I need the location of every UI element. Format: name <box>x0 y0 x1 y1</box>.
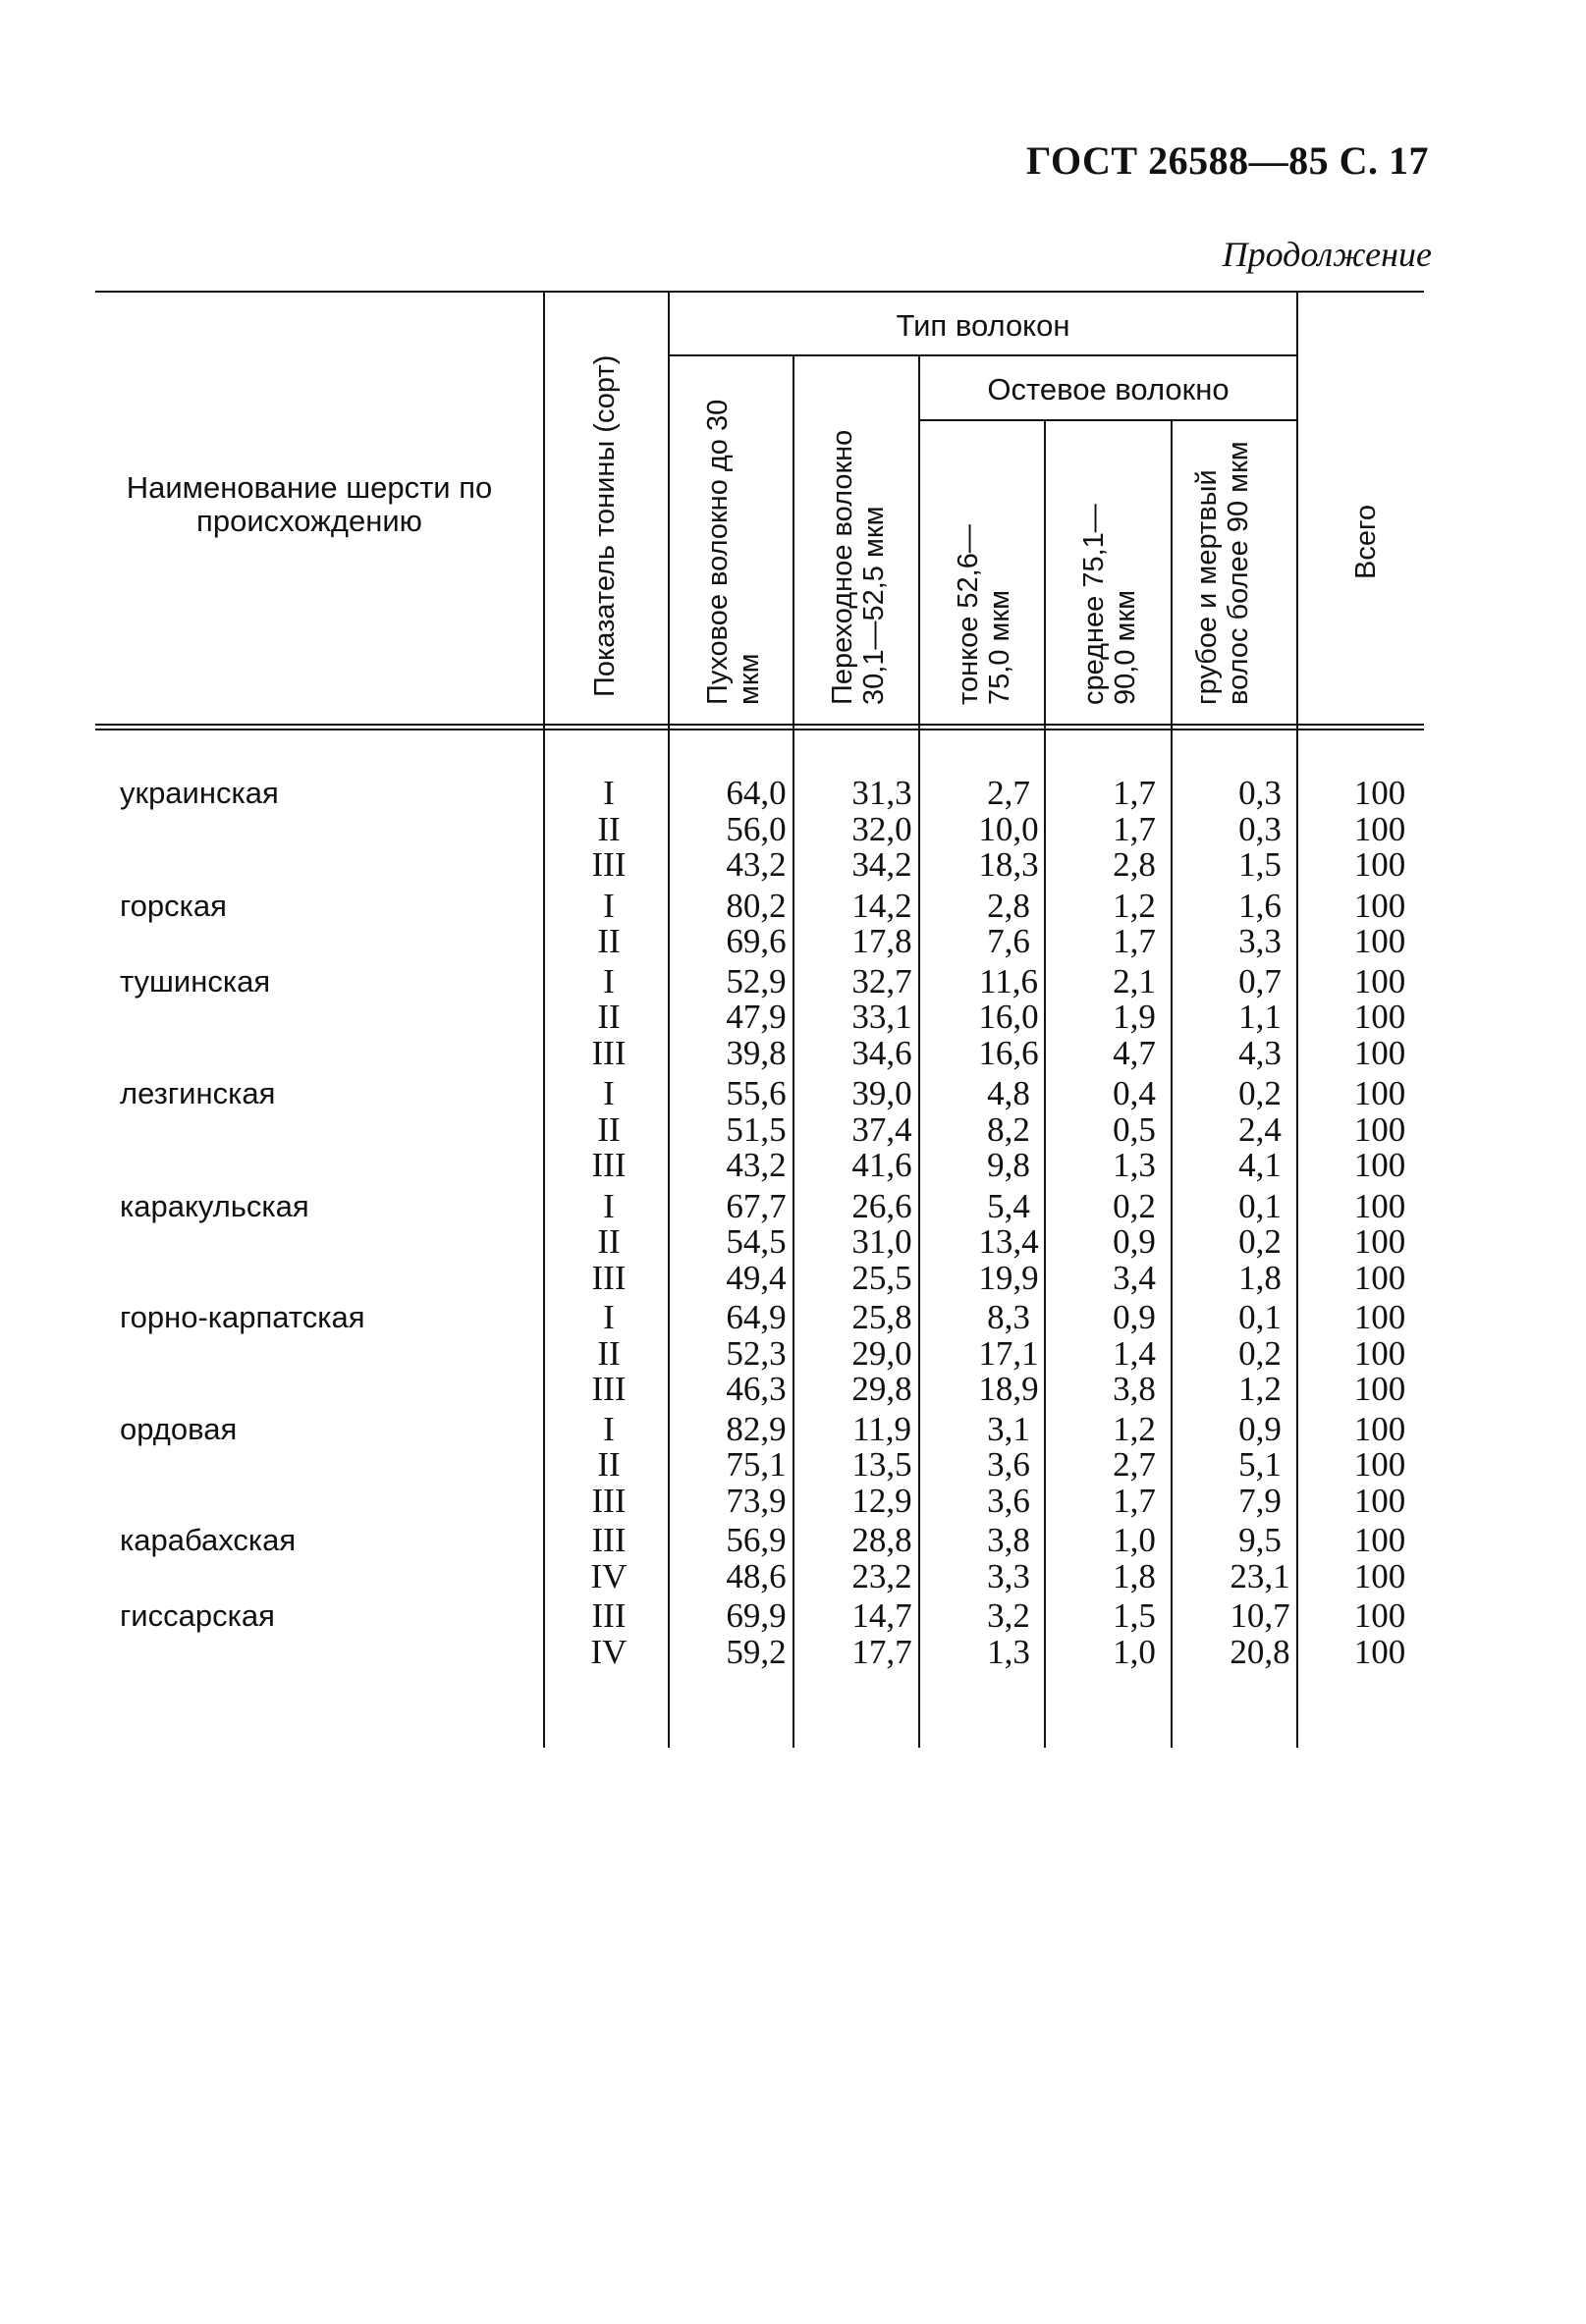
cell-trans: 33,1 <box>851 998 912 1036</box>
cell-trans: 26,6 <box>851 1186 912 1225</box>
cell-medium: 1,7 <box>1113 774 1156 812</box>
cell-down: 47,9 <box>726 998 787 1036</box>
cell-total: 100 <box>1353 1556 1406 1595</box>
cell-fine: 13,4 <box>978 1222 1039 1261</box>
column-header-down: Пуховое волокно до 30 мкм <box>702 399 765 705</box>
cell-coarse: 7,9 <box>1238 1481 1282 1520</box>
page-reference: ГОСТ 26588—85 С. 17 <box>1025 138 1429 183</box>
cell-coarse: 0,2 <box>1238 1074 1282 1112</box>
cell-down: 55,6 <box>726 1074 787 1112</box>
cell-trans: 23,2 <box>851 1556 912 1595</box>
cell-fine: 3,8 <box>987 1521 1030 1559</box>
cell-total: 100 <box>1353 1521 1406 1559</box>
cell-medium: 1,8 <box>1113 1556 1156 1595</box>
cell-down: 73,9 <box>726 1481 787 1520</box>
cell-fine: 10,0 <box>978 809 1039 848</box>
table-row <box>93 776 1419 812</box>
cell-trans: 29,8 <box>851 1370 912 1408</box>
cell-medium: 2,8 <box>1113 845 1156 884</box>
table-row <box>93 1447 1419 1484</box>
wool-name: гиссарская <box>120 1598 275 1633</box>
wool-name: тушинская <box>120 963 271 999</box>
cell-medium: 1,7 <box>1113 922 1156 960</box>
cell-fine: 4,8 <box>987 1074 1030 1112</box>
cell-total: 100 <box>1353 886 1406 925</box>
column-header-grade: Показатель тонины (сорт) <box>589 354 621 697</box>
table-row <box>93 1186 1419 1225</box>
cell-trans: 29,0 <box>851 1333 912 1373</box>
wool-name: каракульская <box>120 1188 309 1223</box>
cell-grade: III <box>591 1033 627 1072</box>
cell-trans: 31,3 <box>851 774 912 812</box>
cell-fine: 16,0 <box>978 998 1039 1036</box>
cell-down: 80,2 <box>726 886 787 925</box>
table-row <box>93 1109 1419 1149</box>
cell-medium: 3,4 <box>1113 1258 1156 1297</box>
cell-coarse: 9,5 <box>1238 1521 1282 1559</box>
wool-name: украинская <box>120 776 279 810</box>
cell-grade: IV <box>590 1556 628 1595</box>
cell-coarse: 0,3 <box>1238 809 1282 848</box>
cell-medium: 1,7 <box>1113 809 1156 848</box>
cell-trans: 25,8 <box>851 1298 912 1336</box>
table-body <box>93 776 1419 1670</box>
header-bottom-rule <box>95 724 1424 726</box>
cell-total: 100 <box>1353 998 1406 1036</box>
table-row <box>93 847 1419 884</box>
cell-fine: 3,1 <box>987 1409 1030 1448</box>
cell-down: 43,2 <box>726 845 787 884</box>
wool-group <box>93 886 1419 960</box>
awn-rule <box>918 419 1296 421</box>
cell-medium: 1,5 <box>1113 1596 1156 1635</box>
cell-fine: 18,9 <box>978 1370 1039 1408</box>
wool-group <box>93 1076 1419 1184</box>
cell-coarse: 1,8 <box>1238 1258 1282 1297</box>
cell-fine: 9,8 <box>987 1146 1030 1184</box>
cell-fine: 3,6 <box>987 1481 1030 1520</box>
cell-grade: I <box>603 774 615 812</box>
cell-grade: I <box>603 886 615 925</box>
cell-trans: 41,6 <box>851 1146 912 1184</box>
column-header-medium: среднее 75,1—90,0 мкм <box>1078 504 1141 705</box>
wool-group <box>93 1409 1419 1520</box>
column-header-transitional: Переходное волокно 30,1—52,5 мкм <box>827 429 890 705</box>
cell-coarse: 1,2 <box>1238 1370 1282 1408</box>
cell-coarse: 1,5 <box>1238 845 1282 884</box>
cell-total: 100 <box>1353 1445 1406 1484</box>
cell-trans: 34,2 <box>851 845 912 884</box>
cell-grade: III <box>591 1146 627 1184</box>
wool-name: горно-карпатская <box>120 1300 365 1334</box>
cell-grade: I <box>603 1298 615 1336</box>
cell-fine: 3,2 <box>987 1596 1030 1635</box>
cell-medium: 0,5 <box>1113 1109 1156 1149</box>
table-row <box>93 1033 1419 1072</box>
cell-coarse: 5,1 <box>1238 1445 1282 1484</box>
cell-coarse: 2,4 <box>1238 1109 1282 1149</box>
table-top-rule <box>95 291 1424 293</box>
cell-grade: III <box>591 1370 627 1408</box>
table-row <box>93 1409 1419 1448</box>
cell-down: 51,5 <box>726 1109 787 1149</box>
cell-medium: 1,2 <box>1113 886 1156 925</box>
cell-total: 100 <box>1353 1109 1406 1149</box>
cell-fine: 19,9 <box>978 1258 1039 1297</box>
column-header-awn: Остевое волокно <box>987 372 1230 406</box>
cell-fine: 2,7 <box>987 774 1030 812</box>
cell-medium: 0,9 <box>1113 1222 1156 1261</box>
cell-trans: 17,8 <box>851 922 912 960</box>
cell-coarse: 3,3 <box>1238 922 1282 960</box>
cell-medium: 4,7 <box>1113 1033 1156 1072</box>
cell-down: 75,1 <box>726 1445 787 1484</box>
table-row <box>93 1076 1419 1112</box>
table-row <box>93 1556 1419 1595</box>
wool-group <box>93 1300 1419 1408</box>
cell-total: 100 <box>1353 1074 1406 1112</box>
cell-total: 100 <box>1353 1222 1406 1261</box>
column-header-fine: тонкое 52,6—75,0 мкм <box>953 524 1015 705</box>
table-row <box>93 1632 1419 1671</box>
cell-coarse: 10,7 <box>1230 1596 1290 1635</box>
cell-fine: 8,2 <box>987 1109 1030 1149</box>
wool-name: карабахская <box>120 1523 297 1557</box>
table-row <box>93 924 1419 960</box>
table-row <box>93 1000 1419 1036</box>
cell-total: 100 <box>1353 774 1406 812</box>
cell-down: 59,2 <box>726 1632 787 1671</box>
cell-coarse: 23,1 <box>1230 1556 1290 1595</box>
cell-coarse: 0,1 <box>1238 1298 1282 1336</box>
cell-grade: II <box>597 922 621 960</box>
cell-grade: II <box>597 1109 621 1149</box>
table-row <box>93 1258 1419 1297</box>
cell-medium: 1,3 <box>1113 1146 1156 1184</box>
cell-coarse: 4,3 <box>1238 1033 1282 1072</box>
cell-fine: 8,3 <box>987 1298 1030 1336</box>
cell-coarse: 0,1 <box>1238 1186 1282 1225</box>
cell-coarse: 0,9 <box>1238 1409 1282 1448</box>
cell-down: 39,8 <box>726 1033 787 1072</box>
cell-total: 100 <box>1353 845 1406 884</box>
cell-total: 100 <box>1353 961 1406 1000</box>
table-row <box>93 1481 1419 1520</box>
cell-fine: 17,1 <box>978 1333 1039 1373</box>
column-header-name: Наименование шерсти по происхождению <box>126 470 493 538</box>
cell-grade: III <box>591 845 627 884</box>
cell-down: 69,9 <box>726 1596 787 1635</box>
wool-group <box>93 776 1419 884</box>
cell-fine: 2,8 <box>987 886 1030 925</box>
wool-group <box>93 961 1419 1072</box>
cell-grade: II <box>597 1333 621 1373</box>
cell-fine: 3,3 <box>987 1556 1030 1595</box>
cell-grade: III <box>591 1521 627 1559</box>
cell-grade: I <box>603 961 615 1000</box>
cell-coarse: 0,7 <box>1238 961 1282 1000</box>
table-row <box>93 809 1419 848</box>
wool-group <box>93 1598 1419 1670</box>
cell-medium: 1,4 <box>1113 1333 1156 1373</box>
cell-medium: 0,4 <box>1113 1074 1156 1112</box>
cell-total: 100 <box>1353 922 1406 960</box>
column-header-total: Всего <box>1350 504 1382 579</box>
cell-trans: 28,8 <box>851 1521 912 1559</box>
cell-trans: 25,5 <box>851 1258 912 1297</box>
cell-down: 54,5 <box>726 1222 787 1261</box>
table-row <box>93 1598 1419 1635</box>
cell-grade: I <box>603 1186 615 1225</box>
cell-medium: 1,0 <box>1113 1632 1156 1671</box>
cell-trans: 14,7 <box>851 1596 912 1635</box>
table-row <box>93 1300 1419 1336</box>
cell-medium: 0,2 <box>1113 1186 1156 1225</box>
cell-trans: 17,7 <box>851 1632 912 1671</box>
cell-trans: 11,9 <box>852 1409 911 1448</box>
cell-medium: 1,7 <box>1113 1481 1156 1520</box>
table-row <box>93 886 1419 925</box>
fiber-type-rule <box>668 354 1296 356</box>
cell-down: 56,0 <box>726 809 787 848</box>
wool-name: горская <box>120 888 227 923</box>
cell-down: 49,4 <box>726 1258 787 1297</box>
cell-grade: II <box>597 809 621 848</box>
cell-medium: 1,9 <box>1113 998 1156 1036</box>
cell-grade: I <box>603 1409 615 1448</box>
cell-down: 64,9 <box>726 1298 787 1336</box>
cell-trans: 31,0 <box>851 1222 912 1261</box>
cell-medium: 0,9 <box>1113 1298 1156 1336</box>
cell-down: 48,6 <box>726 1556 787 1595</box>
cell-grade: III <box>591 1258 627 1297</box>
cell-medium: 2,1 <box>1113 961 1156 1000</box>
cell-total: 100 <box>1353 1033 1406 1072</box>
cell-grade: I <box>603 1074 615 1112</box>
cell-fine: 18,3 <box>978 845 1039 884</box>
continuation-label: Продолжение <box>1222 235 1432 274</box>
cell-medium: 3,8 <box>1113 1370 1156 1408</box>
cell-total: 100 <box>1353 1481 1406 1520</box>
cell-down: 52,9 <box>726 961 787 1000</box>
cell-coarse: 0,2 <box>1238 1333 1282 1373</box>
cell-coarse: 1,6 <box>1238 886 1282 925</box>
cell-medium: 1,0 <box>1113 1521 1156 1559</box>
cell-fine: 3,6 <box>987 1445 1030 1484</box>
table-row <box>93 1224 1419 1261</box>
cell-down: 64,0 <box>726 774 787 812</box>
column-header-fiber-type: Тип волокон <box>896 308 1070 343</box>
wool-name: лезгинская <box>120 1076 276 1110</box>
wool-group <box>93 1186 1419 1297</box>
cell-fine: 1,3 <box>987 1632 1030 1671</box>
cell-grade: III <box>591 1481 627 1520</box>
cell-grade: II <box>597 998 621 1036</box>
cell-coarse: 20,8 <box>1230 1632 1290 1671</box>
cell-total: 100 <box>1353 1146 1406 1184</box>
cell-down: 67,7 <box>726 1186 787 1225</box>
cell-grade: II <box>597 1222 621 1261</box>
cell-grade: III <box>591 1596 627 1635</box>
cell-down: 52,3 <box>726 1333 787 1373</box>
cell-trans: 32,7 <box>851 961 912 1000</box>
cell-grade: II <box>597 1445 621 1484</box>
cell-trans: 32,0 <box>851 809 912 848</box>
table-row <box>93 1148 1419 1184</box>
cell-fine: 16,6 <box>978 1033 1039 1072</box>
cell-total: 100 <box>1353 1596 1406 1635</box>
cell-fine: 11,6 <box>979 961 1038 1000</box>
cell-trans: 14,2 <box>851 886 912 925</box>
cell-down: 56,9 <box>726 1521 787 1559</box>
cell-trans: 13,5 <box>851 1445 912 1484</box>
cell-down: 69,6 <box>726 922 787 960</box>
cell-coarse: 1,1 <box>1238 998 1282 1036</box>
cell-down: 82,9 <box>726 1409 787 1448</box>
table-row <box>93 1372 1419 1408</box>
table-row <box>93 961 1419 1000</box>
cell-down: 46,3 <box>726 1370 787 1408</box>
cell-total: 100 <box>1353 1409 1406 1448</box>
cell-grade: IV <box>590 1632 628 1671</box>
wool-group <box>93 1523 1419 1594</box>
cell-total: 100 <box>1353 1298 1406 1336</box>
cell-fine: 7,6 <box>987 922 1030 960</box>
cell-total: 100 <box>1353 809 1406 848</box>
cell-trans: 12,9 <box>851 1481 912 1520</box>
wool-name: ордовая <box>120 1411 238 1446</box>
cell-total: 100 <box>1353 1632 1406 1671</box>
table-row <box>93 1333 1419 1373</box>
cell-trans: 34,6 <box>851 1033 912 1072</box>
cell-coarse: 0,2 <box>1238 1222 1282 1261</box>
cell-medium: 1,2 <box>1113 1409 1156 1448</box>
cell-trans: 39,0 <box>851 1074 912 1112</box>
cell-down: 43,2 <box>726 1146 787 1184</box>
cell-coarse: 0,3 <box>1238 774 1282 812</box>
cell-total: 100 <box>1353 1370 1406 1408</box>
cell-total: 100 <box>1353 1186 1406 1225</box>
cell-fine: 5,4 <box>987 1186 1030 1225</box>
cell-coarse: 4,1 <box>1238 1146 1282 1184</box>
header-bottom-rule-2 <box>95 729 1424 730</box>
cell-medium: 2,7 <box>1113 1445 1156 1484</box>
cell-total: 100 <box>1353 1333 1406 1373</box>
cell-total: 100 <box>1353 1258 1406 1297</box>
column-header-coarse: грубое и мертвый волос более 90 мкм <box>1191 441 1254 705</box>
table-row <box>93 1523 1419 1559</box>
cell-trans: 37,4 <box>851 1109 912 1149</box>
